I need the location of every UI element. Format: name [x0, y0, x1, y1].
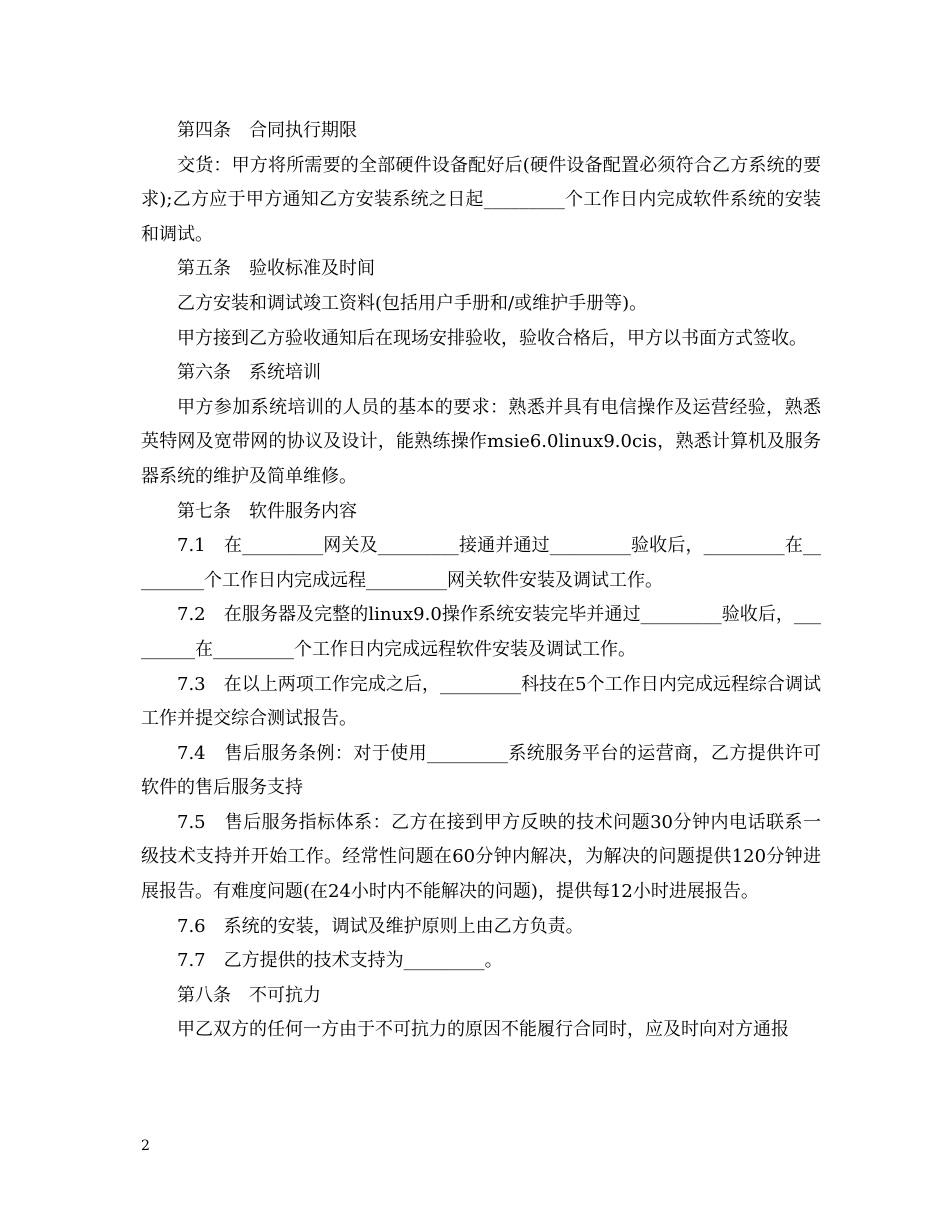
article-5-heading: 第五条 验收标准及时间 [177, 258, 375, 280]
page-number: 2 [141, 1138, 150, 1154]
force-majeure-paragraph: 甲乙双方的任何一方由于不可抗力的原因不能履行合同时，应及时向对方通报 [177, 1019, 789, 1041]
clause-7-2: 7.2 在服务器及完整的linux9.0操作系统安装完毕并通过_________验收后，_________在_________个工作日内完成远程软件安装及调试工作。 [141, 604, 821, 660]
acceptance-materials-paragraph: 乙方安装和调试竣工资料(包括用户手册和/或维护手册等)。 [177, 292, 648, 314]
clause-7-7: 7.7 乙方提供的技术支持为_________。 [177, 950, 503, 972]
clause-7-3: 7.3 在以上两项工作完成之后，_________科技在5个工作日内完成远程综合调试工作并提交综合测试报告。 [141, 673, 821, 730]
clause-7-6: 7.6 系统的安装，调试及维护原则上由乙方负责。 [177, 915, 584, 937]
acceptance-signoff-paragraph: 甲方接到乙方验收通知后在现场安排验收，验收合格后，甲方以书面方式签收。 [177, 327, 807, 349]
clause-7-1: 7.1 在_________网关及_________接通并通过_________验收后，_________在_________个工作日内完成远程_________网关软件安装及调试工作。 [141, 535, 821, 591]
delivery-paragraph: 交货：甲方将所需要的全部硬件设备配好后(硬件设备配置必须符合乙方系统的要求);乙方应于甲方通知乙方安装系统之日起_________个工作日内完成软件系统的安装和调试。 [141, 154, 821, 245]
article-6-heading: 第六条 系统培训 [177, 362, 321, 384]
document-body [141, 114, 821, 1048]
article-7-heading: 第七条 软件服务内容 [177, 500, 357, 522]
article-8-heading: 第八条 不可抗力 [177, 984, 321, 1006]
clause-7-4: 7.4 售后服务条例：对于使用_________系统服务平台的运营商，乙方提供许可软件的售后服务支持 [141, 742, 821, 799]
article-4-heading: 第四条 合同执行期限 [177, 120, 357, 141]
clause-7-5: 7.5 售后服务指标体系：乙方在接到甲方反映的技术问题30分钟内电话联系一级技术支持并开始工作。经常性问题在60分钟内解决，为解决的问题提供120分钟进展报告。有难度问题(在24小时内不能解决的问题)，提供每12小时进展报告。 [141, 811, 821, 903]
training-requirements-paragraph: 甲方参加系统培训的人员的基本的要求：熟悉并具有电信操作及运营经验，熟悉英特网及宽带网的协议及设计，能熟练操作msie6.0linux9.0cis，熟悉计算机及服务器系统的维护及简单维修。 [141, 396, 821, 487]
